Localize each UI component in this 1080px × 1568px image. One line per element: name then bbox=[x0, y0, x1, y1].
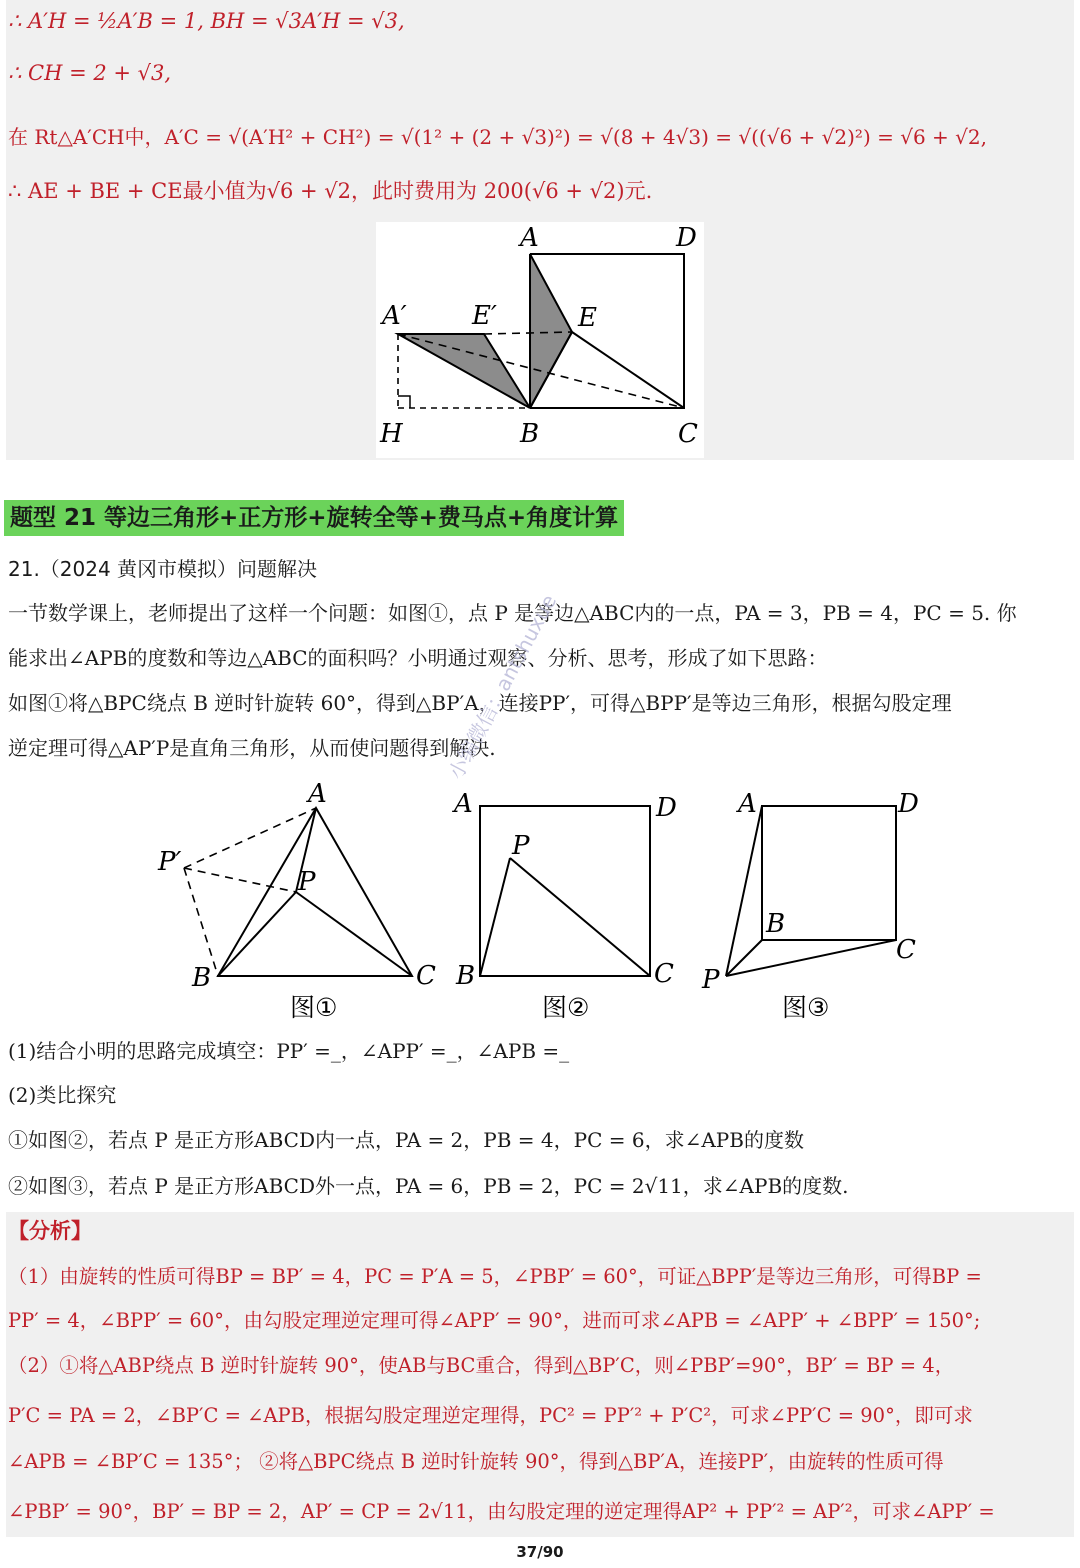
problem-line: 逆定理可得△AP′P是直角三角形，从而使问题得到解决. bbox=[8, 736, 496, 760]
figure-caption: 图① bbox=[290, 993, 338, 1022]
figure-top bbox=[376, 222, 704, 458]
section-heading: 题型 21 等边三角形+正方形+旋转全等+费马点+角度计算 bbox=[4, 500, 624, 536]
label-A: A bbox=[738, 789, 757, 819]
label-C: C bbox=[654, 959, 674, 989]
label-B: B bbox=[192, 963, 212, 993]
question-line: (1)结合小明的思路完成填空：PP′ =_，∠APP′ =_，∠APB =_ bbox=[8, 1039, 570, 1063]
analysis-line: ∠PBP′ = 90°，BP′ = BP = 2，AP′ = CP = 2√11，由勾股定理的逆定理得AP² + PP′² = AP′²，可求∠APP′ = bbox=[8, 1500, 995, 1523]
label-D: D bbox=[656, 793, 677, 823]
problem-line: 如图①将△BPC绕点 B 逆时针旋转 60°，得到△BP′A，连接PP′，可得△BPP′是等边三角形，根据勾股定理 bbox=[8, 691, 952, 715]
figure-caption: 图③ bbox=[782, 993, 830, 1022]
page-number: 37/90 bbox=[516, 1543, 564, 1561]
label-D: D bbox=[898, 789, 919, 819]
question-line: (2)类比探究 bbox=[8, 1083, 117, 1107]
analysis-title: 【分析】 bbox=[8, 1219, 92, 1243]
label-A: A bbox=[454, 789, 473, 819]
question-line: ①如图②，若点 P 是正方形ABCD内一点，PA = 2，PB = 4，PC = 6，求∠APB的度数 bbox=[8, 1128, 804, 1152]
label-E-prime: E′ bbox=[472, 301, 497, 331]
figure-caption: 图② bbox=[542, 993, 590, 1022]
label-P: P bbox=[298, 867, 316, 897]
solution-line: ∴ A′H = ½A′B = 1, BH = √3A′H = √3, bbox=[8, 9, 405, 33]
label-H: H bbox=[380, 419, 403, 449]
solution-line: 在 Rt△A′CH中，A′C = √(A′H² + CH²) = √(1² + (2 + √3)²) = √(8 + 4√3) = √((√6 + √2)²) = √6 + √2, bbox=[8, 125, 987, 149]
label-P: P bbox=[512, 831, 530, 861]
solution-line: ∴ CH = 2 + √3, bbox=[8, 61, 172, 85]
label-P-prime: P′ bbox=[158, 847, 182, 877]
analysis-line: P′C = PA = 2，∠BP′C = ∠APB，根据勾股定理逆定理得，PC² = PP′² + P′C²，可求∠PP′C = 90°，即可求 bbox=[8, 1404, 973, 1427]
label-B: B bbox=[456, 961, 476, 991]
analysis-line: （1）由旋转的性质可得BP = BP′ = 4，PC = P′A = 5，∠PBP′ = 60°，可证△BPP′是等边三角形，可得BP = bbox=[8, 1265, 982, 1288]
analysis-line: （2）①将△ABP绕点 B 逆时针旋转 90°，使AB与BC重合，得到△BP′C，则∠PBP′=90°，BP′ = BP = 4， bbox=[8, 1354, 955, 1377]
label-E: E bbox=[578, 303, 597, 333]
label-D: D bbox=[676, 223, 697, 253]
analysis-line: PP′ = 4，∠BPP′ = 60°，由勾股定理逆定理可得∠APP′ = 90°，进而可求∠APB = ∠APP′ + ∠BPP′ = 150°; bbox=[8, 1309, 981, 1332]
label-A: A bbox=[520, 223, 539, 253]
analysis-line: ∠APB = ∠BP′C = 135°； ②将△BPC绕点 B 逆时针旋转 90°，得到△BP′A，连接PP′，由旋转的性质可得 bbox=[8, 1450, 944, 1473]
figure-2 bbox=[448, 778, 698, 1028]
figure-3 bbox=[700, 778, 940, 1028]
label-C: C bbox=[896, 935, 916, 965]
problem-source: 21.（2024 黄冈市模拟）问题解决 bbox=[8, 557, 318, 581]
watermark: 小编微信：antshuxue bbox=[443, 590, 562, 784]
solution-line: ∴ AE + BE + CE最小值为√6 + √2，此时费用为 200(√6 + √2)元. bbox=[8, 179, 653, 203]
label-A-prime: A′ bbox=[382, 301, 407, 331]
problem-line: 一节数学课上，老师提出了这样一个问题：如图①，点 P 是等边△ABC内的一点，PA = 3，PB = 4，PC = 5. 你 bbox=[8, 601, 1017, 625]
problem-line: 能求出∠APB的度数和等边△ABC的面积吗？小明通过观察、分析、思考，形成了如下思路： bbox=[8, 646, 828, 670]
label-B: B bbox=[766, 909, 786, 939]
label-B: B bbox=[520, 419, 540, 449]
label-C: C bbox=[678, 419, 698, 449]
label-P: P bbox=[702, 965, 720, 995]
question-line: ②如图③，若点 P 是正方形ABCD外一点，PA = 6，PB = 2，PC = 2√11，求∠APB的度数. bbox=[8, 1174, 849, 1198]
label-C: C bbox=[416, 961, 436, 991]
label-A: A bbox=[308, 779, 327, 809]
figure-1 bbox=[150, 778, 450, 1028]
